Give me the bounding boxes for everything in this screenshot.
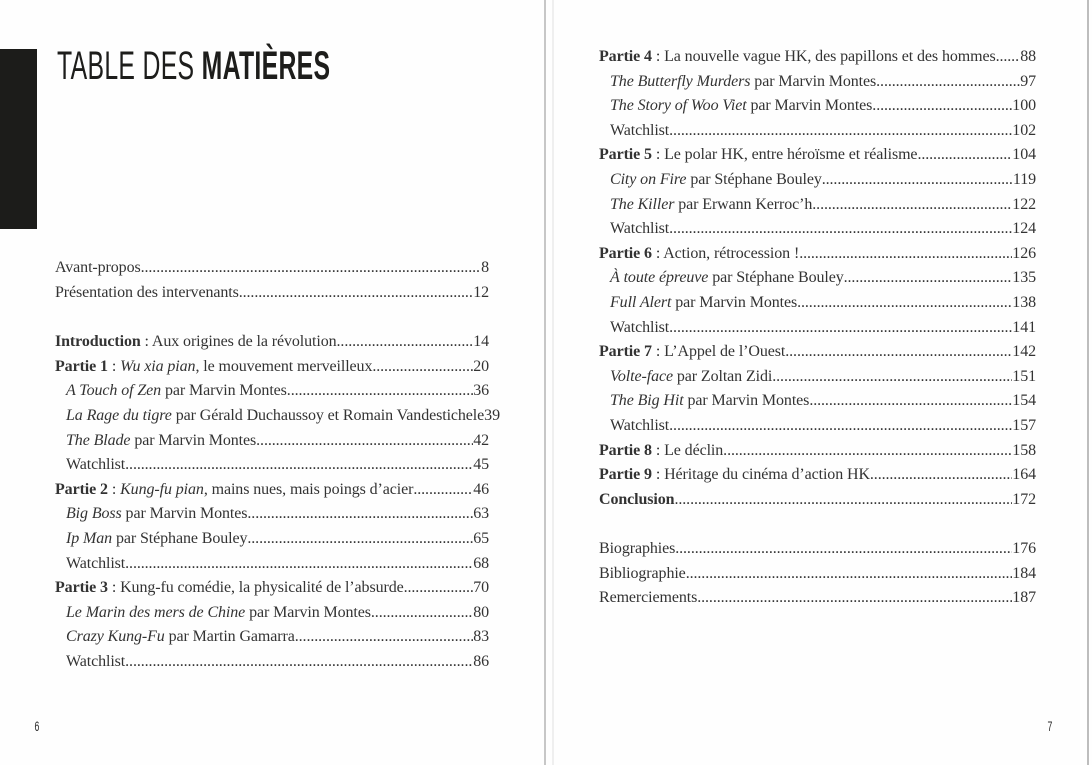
toc-entry xyxy=(55,527,489,552)
dot-leader xyxy=(125,552,473,577)
toc-entry xyxy=(599,94,1036,119)
toc-entry-label xyxy=(610,94,872,119)
toc-entry-page-number: 80 xyxy=(473,603,489,621)
toc-entry xyxy=(599,143,1036,168)
toc-entry-text-segment: : Héritage du cinéma d’action HK xyxy=(651,466,870,484)
toc-entry-label xyxy=(66,601,371,626)
toc-entry-page-number: 12 xyxy=(473,283,489,301)
toc-entry-label xyxy=(55,281,239,306)
toc-entry-label xyxy=(55,256,141,281)
toc-entry-text-segment: Watchlist xyxy=(66,652,126,670)
page-number-right: 7 xyxy=(1047,718,1053,734)
toc-entry-text-segment: A Touch of Zen xyxy=(66,382,162,400)
toc-entry-label xyxy=(66,650,125,675)
toc-entry-label xyxy=(610,266,844,291)
toc-entry-label xyxy=(66,552,125,577)
dot-leader xyxy=(371,601,473,626)
toc-entry xyxy=(55,601,489,626)
toc-entry-text-segment: Volte-face xyxy=(610,367,673,385)
toc-entry-text-segment: Partie 9 xyxy=(599,466,652,484)
toc-entry xyxy=(599,414,1036,439)
toc-entry-text-segment: par Marvin Montes xyxy=(683,392,810,410)
toc-entry-text-segment: Kung-fu pian xyxy=(120,480,204,498)
toc-entry-page-number: 187 xyxy=(1012,589,1036,607)
toc-entry-page-number: 142 xyxy=(1012,343,1036,361)
dot-leader xyxy=(674,488,1012,513)
toc-entry xyxy=(599,586,1036,611)
dot-leader xyxy=(239,281,473,306)
toc-entry-page-number: 65 xyxy=(473,529,489,547)
toc-entry-label xyxy=(610,70,876,95)
dot-leader xyxy=(287,379,473,404)
toc-entry-page-number: 83 xyxy=(473,628,489,646)
toc-entry-label xyxy=(66,502,247,527)
dot-leader xyxy=(669,414,1012,439)
toc-entry-label xyxy=(610,365,772,390)
page-title-bold: MATIÈRES xyxy=(201,44,331,88)
page-title-regular: TABLE DES xyxy=(57,44,195,88)
toc-entry-text-segment: Watchlist xyxy=(66,554,126,572)
toc-entry-label xyxy=(599,463,870,488)
toc-entry-label xyxy=(610,193,812,218)
toc-entry-text-segment: Présentation des intervenants xyxy=(55,283,239,301)
toc-entry xyxy=(599,168,1036,193)
toc-entry-page-number: 46 xyxy=(473,480,489,498)
dot-leader xyxy=(669,217,1012,242)
toc-entry xyxy=(599,365,1036,390)
toc-entry-label xyxy=(599,537,675,562)
dot-leader xyxy=(822,168,1013,193)
toc-entry xyxy=(599,193,1036,218)
toc-entry-page-number: 151 xyxy=(1012,367,1036,385)
toc-entry-text-segment: par Stéphane Bouley xyxy=(686,170,822,188)
toc-entry-text-segment: Full Alert xyxy=(610,293,672,311)
toc-entry-label xyxy=(610,119,669,144)
dot-leader xyxy=(413,478,473,503)
toc-entry-label xyxy=(55,355,372,380)
toc-entry xyxy=(55,330,489,355)
toc-entry-label xyxy=(66,453,125,478)
dot-leader xyxy=(404,576,474,601)
toc-entry-text-segment: Introduction xyxy=(55,333,141,351)
toc-entry-page-number: 158 xyxy=(1012,441,1036,459)
toc-entry xyxy=(599,266,1036,291)
toc-entry-text-segment: Le Marin des mers de Chine xyxy=(66,603,246,621)
toc-entry xyxy=(599,217,1036,242)
toc-entry xyxy=(599,340,1036,365)
toc-entry-text-segment: Crazy Kung-Fu xyxy=(66,628,165,646)
toc-entry-text-segment: par Marvin Montes xyxy=(750,72,877,90)
toc-entry xyxy=(599,45,1036,70)
toc-entry-text-segment: Watchlist xyxy=(66,456,126,474)
page-spine-highlight xyxy=(552,0,554,765)
toc-entry xyxy=(599,291,1036,316)
dot-leader xyxy=(697,586,1012,611)
toc-entry-text-segment: The Big Hit xyxy=(610,392,684,410)
dot-leader xyxy=(723,439,1012,464)
dot-leader xyxy=(125,650,473,675)
toc-entry-text-segment: The Blade xyxy=(66,431,131,449)
toc-entry-page-number: 8 xyxy=(481,259,489,276)
toc-entry xyxy=(55,502,489,527)
toc-entry xyxy=(55,429,489,454)
toc-entry-text-segment: The Butterfly Murders xyxy=(610,72,751,90)
page-edge-line xyxy=(1087,0,1089,765)
toc-entry-page-number: 102 xyxy=(1012,121,1036,139)
page-spine-divider xyxy=(544,0,546,765)
toc-entry-text-segment: Watchlist xyxy=(610,416,670,434)
toc-entry-text-segment: Remerciements xyxy=(599,589,698,607)
toc-entry-text-segment: City on Fire xyxy=(610,170,687,188)
toc-entry-text-segment: par Marvin Montes xyxy=(121,505,248,523)
toc-entry-label xyxy=(599,143,917,168)
toc-entry-text-segment: Partie 1 xyxy=(55,357,108,375)
dot-leader xyxy=(675,537,1012,562)
toc-entry xyxy=(599,389,1036,414)
toc-entry-text-segment: À toute épreuve xyxy=(610,269,709,287)
toc-entry xyxy=(599,537,1036,562)
toc-entry-text-segment: Watchlist xyxy=(610,121,670,139)
toc-entry-text-segment: par Marvin Montes xyxy=(245,603,371,621)
toc-entry-page-number: 39 xyxy=(484,406,500,424)
toc-entry xyxy=(55,625,489,650)
toc-entry-text-segment: Biographies xyxy=(599,540,676,558)
page-number-left: 6 xyxy=(34,718,40,734)
toc-entry-text-segment: La Rage du tigre xyxy=(66,406,172,424)
toc-entry-text-segment: Big Boss xyxy=(66,505,122,523)
toc-entry-text-segment: : Le polar HK, entre héroïsme et réalisme xyxy=(651,146,918,164)
dot-leader xyxy=(337,330,474,355)
toc-entry-text-segment: Partie 5 xyxy=(599,146,652,164)
toc-entry-text-segment: par Martin Gamarra xyxy=(164,628,295,646)
toc-entry-text-segment: Wu xia pian xyxy=(120,357,196,375)
toc-entry-text-segment: Avant-propos xyxy=(55,259,141,276)
toc-entry xyxy=(599,488,1036,513)
toc-entry-page-number: 20 xyxy=(473,357,489,375)
toc-entry-label xyxy=(610,389,809,414)
dot-leader xyxy=(256,429,473,454)
dot-leader xyxy=(872,94,1012,119)
toc-entry-text-segment: par Erwann Kerroc’h xyxy=(674,195,813,213)
toc-entry-text-segment: par Marvin Montes xyxy=(746,97,873,115)
toc-entry-text-segment: Partie 4 xyxy=(599,48,652,65)
toc-entry-text-segment: Partie 7 xyxy=(599,343,652,361)
dot-leader xyxy=(669,316,1012,341)
dot-leader xyxy=(125,453,473,478)
toc-entry-text-segment: par Zoltan Zidi xyxy=(672,367,773,385)
dot-leader xyxy=(247,502,473,527)
toc-entry-page-number: 135 xyxy=(1012,269,1036,287)
toc-entry-page-number: 45 xyxy=(473,456,489,474)
toc-entry-label xyxy=(55,330,337,355)
toc-entry-text-segment: Partie 3 xyxy=(55,579,108,597)
toc-entry xyxy=(599,562,1036,587)
toc-entry-label xyxy=(599,488,674,513)
toc-entry-label xyxy=(610,168,822,193)
dot-leader xyxy=(996,45,1021,70)
toc-entry-label xyxy=(610,316,669,341)
toc-entry-page-number: 86 xyxy=(473,652,489,670)
toc-entry-page-number: 42 xyxy=(473,431,489,449)
toc-entry-text-segment: : Kung-fu comédie, la physicalité de l’absurde xyxy=(107,579,404,597)
toc-entry-label xyxy=(66,625,295,650)
dot-leader xyxy=(686,562,1013,587)
toc-entry-text-segment: Partie 6 xyxy=(599,244,652,262)
page-title xyxy=(57,46,330,86)
toc-entry-text-segment: : xyxy=(107,357,121,375)
toc-entry-page-number: 63 xyxy=(473,505,489,523)
toc-entry-label xyxy=(599,242,799,267)
toc-entry-page-number: 88 xyxy=(1020,48,1036,65)
toc-entry xyxy=(599,70,1036,95)
toc-entry-page-number: 68 xyxy=(473,554,489,572)
toc-entry-label xyxy=(610,414,669,439)
dot-leader xyxy=(917,143,1012,168)
toc-entry-text-segment: Watchlist xyxy=(610,220,670,238)
dot-leader xyxy=(844,266,1013,291)
toc-list-right xyxy=(599,45,1036,611)
toc-entry-page-number: 100 xyxy=(1012,97,1036,115)
toc-entry xyxy=(55,281,489,306)
toc-entry-label xyxy=(599,586,697,611)
toc-entry xyxy=(599,119,1036,144)
dot-leader xyxy=(809,389,1012,414)
toc-entry-text-segment: Bibliographie xyxy=(599,564,686,582)
toc-entry-label xyxy=(610,217,669,242)
toc-entry-text-segment: Partie 8 xyxy=(599,441,652,459)
toc-entry-label xyxy=(599,340,785,365)
toc-entry-page-number: 184 xyxy=(1012,564,1036,582)
toc-entry xyxy=(55,478,489,503)
toc-entry-page-number: 124 xyxy=(1012,220,1036,238)
dot-leader xyxy=(797,291,1012,316)
toc-entry-page-number: 164 xyxy=(1012,466,1036,484)
toc-entry-page-number: 14 xyxy=(473,333,489,351)
toc-entry-label xyxy=(66,429,256,454)
toc-entry xyxy=(55,379,489,404)
toc-entry-text-segment: , mains nues, mais poings d’acier xyxy=(203,480,414,498)
toc-entry-page-number: 70 xyxy=(473,579,489,597)
toc-entry-text-segment: par Stéphane Bouley xyxy=(112,529,248,547)
toc-entry-text-segment: The Story of Woo Viet xyxy=(610,97,747,115)
dot-leader xyxy=(247,527,473,552)
cover-accent-band xyxy=(0,49,37,229)
dot-leader xyxy=(870,463,1012,488)
toc-entry xyxy=(55,404,500,429)
toc-entry xyxy=(599,439,1036,464)
toc-entry-text-segment: : xyxy=(107,480,121,498)
toc-entry-label xyxy=(66,404,484,429)
toc-entry-label xyxy=(66,527,247,552)
toc-entry-label xyxy=(599,45,996,70)
toc-entry-page-number: 141 xyxy=(1012,318,1036,336)
dot-leader xyxy=(372,355,473,380)
toc-entry-page-number: 97 xyxy=(1020,72,1036,90)
toc-entry-text-segment: : Aux origines de la révolution xyxy=(140,333,337,351)
toc-entry-text-segment: par Marvin Montes xyxy=(130,431,257,449)
toc-entry xyxy=(55,453,489,478)
toc-entry-text-segment: par Marvin Montes xyxy=(161,382,287,400)
dot-leader xyxy=(799,242,1012,267)
toc-entry xyxy=(55,256,489,281)
toc-entry-text-segment: : Action, rétrocession ! xyxy=(651,244,800,262)
toc-entry xyxy=(55,552,489,577)
toc-entry-page-number: 172 xyxy=(1012,490,1036,508)
toc-entry-text-segment: Watchlist xyxy=(610,318,670,336)
toc-entry-text-segment: par Gérald Duchaussoy et Romain Vandestichele xyxy=(171,406,485,424)
dot-leader xyxy=(772,365,1012,390)
dot-leader xyxy=(295,625,473,650)
toc-entry-text-segment: , le mouvement merveilleux xyxy=(195,357,373,375)
toc-entry-text-segment: par Stéphane Bouley xyxy=(708,269,844,287)
toc-entry xyxy=(55,576,489,601)
toc-entry xyxy=(55,650,489,675)
toc-entry xyxy=(599,316,1036,341)
toc-entry-page-number: 119 xyxy=(1012,170,1036,188)
dot-leader xyxy=(785,340,1012,365)
toc-entry-text-segment: Partie 2 xyxy=(55,480,108,498)
toc-entry-page-number: 122 xyxy=(1012,195,1036,213)
toc-entry xyxy=(55,355,489,380)
toc-entry-page-number: 104 xyxy=(1012,146,1036,164)
toc-entry-label xyxy=(66,379,287,404)
toc-list-left xyxy=(55,256,500,675)
toc-entry-text-segment: : L’Appel de l’Ouest xyxy=(651,343,786,361)
toc-entry-page-number: 138 xyxy=(1012,293,1036,311)
toc-entry-page-number: 157 xyxy=(1012,416,1036,434)
toc-entry-label xyxy=(610,291,797,316)
dot-leader xyxy=(876,70,1020,95)
dot-leader xyxy=(669,119,1012,144)
toc-entry-page-number: 176 xyxy=(1012,540,1036,558)
toc-entry-label xyxy=(55,576,404,601)
toc-entry-label xyxy=(599,562,686,587)
dot-leader xyxy=(812,193,1012,218)
toc-entry-text-segment: par Marvin Montes xyxy=(671,293,798,311)
toc-entry xyxy=(599,242,1036,267)
toc-entry xyxy=(599,463,1036,488)
toc-entry-page-number: 36 xyxy=(473,382,489,400)
toc-entry-text-segment: Conclusion xyxy=(599,490,675,508)
toc-entry-text-segment: Ip Man xyxy=(66,529,113,547)
toc-entry-page-number: 154 xyxy=(1012,392,1036,410)
toc-entry-text-segment: : La nouvelle vague HK, des papillons et des hommes xyxy=(651,48,996,65)
toc-entry-label xyxy=(599,439,723,464)
toc-entry-text-segment: : Le déclin xyxy=(651,441,724,459)
toc-entry-label xyxy=(55,478,413,503)
toc-entry-text-segment: The Killer xyxy=(610,195,675,213)
dot-leader xyxy=(141,256,481,281)
toc-entry-page-number: 126 xyxy=(1012,244,1036,262)
